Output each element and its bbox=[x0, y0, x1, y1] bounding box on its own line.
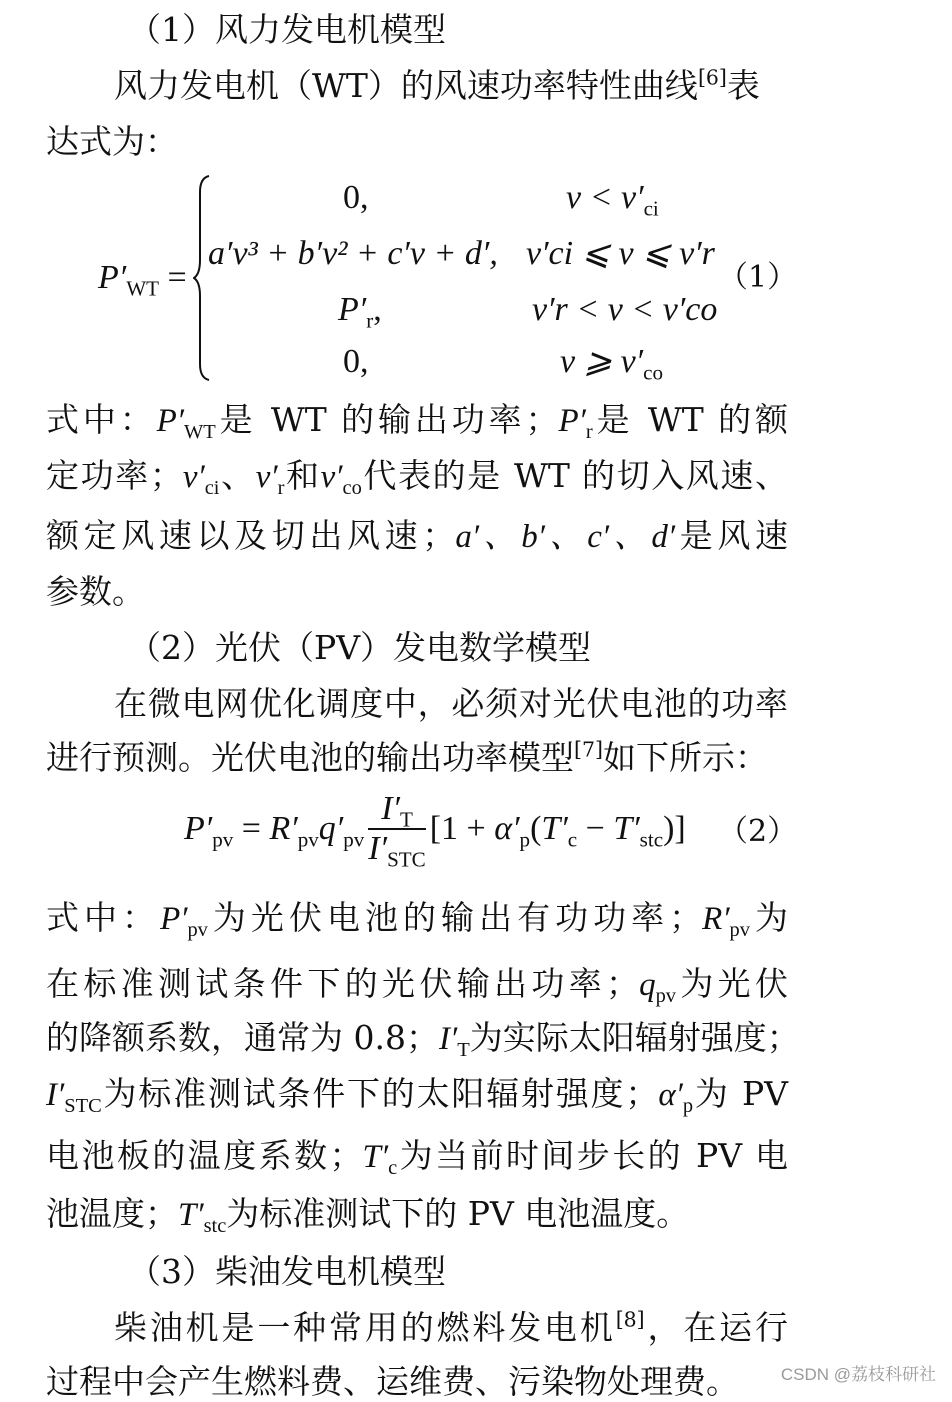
wt-desc-line2: 定功率；$v'_{ci}$、$v'_r$和$v'_{co}$代表的是 WT 的切入风速、 bbox=[46, 456, 789, 500]
equation-1-case2-condition: v′ci ⩽ v ⩽ v′r bbox=[526, 235, 715, 272]
paragraph-wt-intro-line1 bbox=[114, 66, 788, 106]
paragraph-pv-intro-line2: 进行预测。光伏电池的输出功率模型[7]如下所示： bbox=[46, 737, 768, 777]
pv-desc-line1: 式中：$P'_{pv}$为光伏电池的输出有功功率；$R'_{pv}$为 bbox=[46, 898, 789, 942]
wt-desc-line3: 额定风速以及切出风速；a′、b′、c′、d′是风速 bbox=[46, 516, 789, 555]
pv-desc-line2: 在标准测试条件下的光伏输出功率；$q_{pv}$为光伏 bbox=[46, 964, 789, 1008]
equation-1-case1-value: 0, bbox=[343, 179, 369, 216]
citation-ref[interactable]: [6] bbox=[697, 65, 727, 90]
section-heading-diesel: （3）柴油发电机模型 bbox=[128, 1252, 446, 1291]
citation-ref[interactable]: [8] bbox=[615, 1307, 645, 1332]
equation-1-case3-value: $P'_r$, bbox=[338, 291, 382, 333]
watermark: CSDN @荔枝科研社 bbox=[780, 1365, 936, 1384]
text-segment: 表 bbox=[726, 66, 760, 105]
equation-1-case2-value: a′v³ + b′v² + c′v + d′, bbox=[208, 235, 498, 272]
equation-1-number: （1） bbox=[718, 260, 798, 295]
paragraph-diesel-line2: 过程中会产生燃料费、运维费、污染物处理费。 bbox=[46, 1362, 739, 1401]
pv-desc-line4: $I'_{STC}$为标准测试条件下的太阳辐射强度；$\alpha'_p$为 PV bbox=[46, 1074, 789, 1118]
equation-1-case3-condition: v′r < v < v′co bbox=[532, 291, 718, 328]
equation-1-case4-condition: v ⩾ $v'_{co}$ bbox=[560, 343, 664, 385]
equation-2-number: （2） bbox=[718, 814, 798, 849]
wt-desc-line4: 参数。 bbox=[46, 572, 145, 611]
section-heading-pv: （2）光伏（PV）发电数学模型 bbox=[128, 628, 592, 667]
text-segment: 风力发电机（WT）的风速功率特性曲线 bbox=[114, 66, 698, 105]
section-heading-wind: （1）风力发电机模型 bbox=[128, 10, 446, 49]
equation-1-brace bbox=[193, 174, 213, 382]
paragraph-wt-intro-line2: 达式为： bbox=[46, 122, 178, 161]
paragraph-diesel-line1: 柴油机是一种常用的燃料发电机[8]，在运行 bbox=[114, 1307, 788, 1347]
pv-desc-line3: 的降额系数，通常为 0.8；$I'_T$为实际太阳辐射强度； bbox=[46, 1018, 800, 1062]
equation-2-body: $P'_{pv} = R'_{pv}q'_{pv}$ $\frac{I'_T}{I'_{STC}}$ $[1 + \alpha'_p(T'_c - T'_{stc})]$ bbox=[184, 790, 686, 872]
wt-desc-line1: 式中：$P'_{WT}$是 WT 的输出功率；$P'_r$是 WT 的额 bbox=[46, 400, 788, 444]
citation-ref[interactable]: [7] bbox=[574, 737, 603, 762]
pv-desc-line5: 电池板的温度系数；$T'_c$为当前时间步长的 PV 电 bbox=[46, 1136, 789, 1180]
equation-1-case1-condition: $v < v'_{ci}$ bbox=[566, 179, 659, 221]
equation-1-lhs: $P'_{WT}$ = bbox=[98, 259, 187, 301]
equation-1-case4-value: 0, bbox=[343, 343, 369, 380]
paragraph-pv-intro-line1: 在微电网优化调度中，必须对光伏电池的功率 bbox=[114, 684, 788, 723]
pv-desc-line6: 池温度；$T'_{stc}$为标准测试下的 PV 电池温度。 bbox=[46, 1194, 690, 1238]
